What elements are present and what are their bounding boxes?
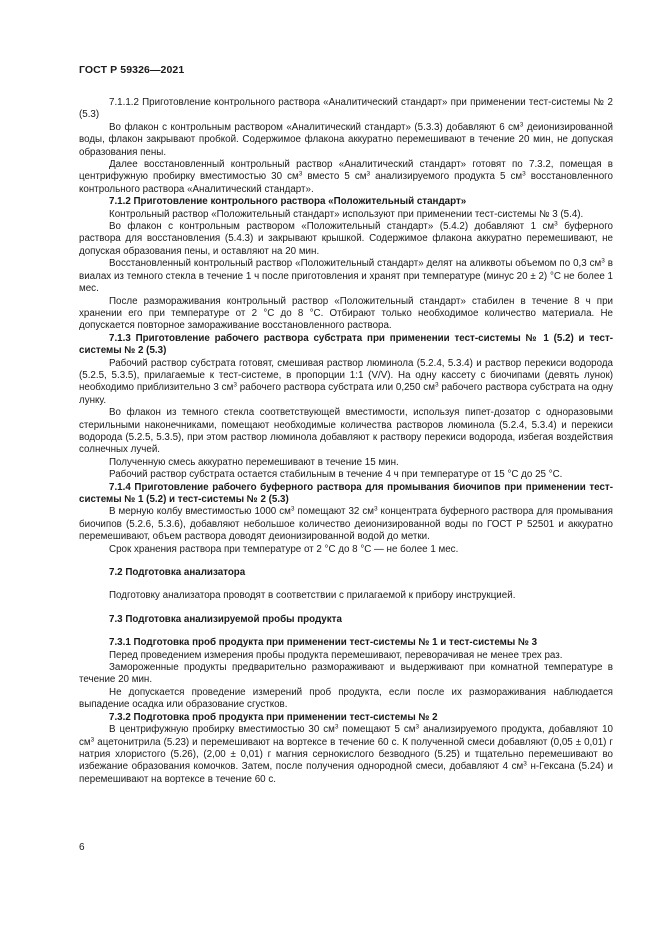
section-heading: 7.3 Подготовка анализируемой пробы продукта — [109, 613, 342, 625]
paragraph: Рабочий раствор субстрата готовят, смешивая раствор люминола (5.2.4, 5.3.4) и раствор перекиси водорода (5.2.5, 5.3.5), прилагаемые к тест-системе, в пропорции 1:1 (V/V). На одну кассету с биочипами (девять лунок) необходимо приблизительно 3 $см^3$ рабочего раствора субстрата или 0,250 $см^3$ рабочего раствора субстрата на одну лунку. — [79, 357, 613, 406]
paragraph: Восстановленный контрольный раствор «Положительный стандарт» делят на аликвоты объемом по 0,3 $см^3$ в виалах из темного стекла в течение 1 ч после приготовления и хранят при температуре (минус 20 ± 2) °С не более 1 мес. — [79, 257, 613, 295]
paragraph: Перед проведением измерения пробы продукта перемешивают, переворачивая не менее трех раз. — [109, 649, 563, 661]
paragraph: Срок хранения раствора при температуре от 2 °С до 8 °С — не более 1 мес. — [109, 543, 459, 555]
paragraph: Полученную смесь аккуратно перемешивают в течение 15 мин. — [109, 456, 399, 468]
paragraph: Подготовку анализатора проводят в соответствии с прилагаемой к прибору инструкцией. — [109, 590, 516, 602]
paragraph-gap — [79, 603, 613, 614]
section-heading: 7.1.3 Приготовление рабочего раствора субстрата при применении тест-системы № 1 (5.2) и тест-системы № 2 (5.3) — [79, 332, 613, 357]
paragraph-gap — [79, 579, 613, 590]
paragraph-gap — [79, 556, 613, 567]
paragraph: После размораживания контрольный раствор «Положительный стандарт» стабилен в течение 8 ч при хранении его при температуре от 2 °С до 8 °С. Отбирают только необходимое количество материала. Не допускается повторное замораживание восстановленного раствора. — [79, 295, 613, 332]
page-number: 6 — [79, 842, 85, 853]
paragraph: Не допускается проведение измерений проб продукта, если после их размораживания наблюдается выпадение осадка или образование сгустков. — [79, 686, 613, 711]
paragraph: Во флакон из темного стекла соответствующей вместимости, используя пипет-дозатор с одноразовыми стерильными наконечниками, помещают необходимые количества растворов люминола (5.2.4, 5.3.4) и перекиси водорода (5.2.5, 5.3.5), при этом раствор люминола добавляют к раствору перекиси водорода, избегая воздействия солнечных лучей. — [79, 407, 613, 456]
section-heading: 7.2 Подготовка анализатора — [109, 567, 246, 579]
paragraph: Замороженные продукты предварительно размораживают и выдерживают при комнатной температуре в течение 20 мин. — [79, 662, 613, 686]
paragraph-gap — [79, 626, 613, 637]
document-header: ГОСТ Р 59326—2021 — [79, 64, 185, 76]
section-heading: 7.1.4 Приготовление рабочего буферного раствора для промывания биочипов при применении тест-системы № 1 (5.2) и тест-системы № 2 (5.3) — [79, 481, 613, 505]
paragraph: Рабочий раствор субстрата остается стабильным в течение 4 ч при температуре от 15 °С до 25 °С. — [109, 469, 563, 481]
section-heading: 7.3.2 Подготовка проб продукта при применении тест-системы № 2 — [109, 711, 438, 723]
document-body — [79, 97, 613, 786]
section-heading: 7.1.2 Приготовление контрольного раствора «Положительный стандарт» — [109, 196, 467, 208]
paragraph: Контрольный раствор «Положительный стандарт» используют при применении тест-системы № 3 (5.4). — [109, 208, 584, 220]
paragraph: В центрифужную пробирку вместимостью 30 $см^3$ помещают 5 $см^3$ анализируемого продукта, добавляют 10 $см^3$ ацетонитрила (5.23) и перемешивают на вортексе в течение 60 с. К полученной смеси добавляют (0,05 ± 0,01) г натрия хлористого (5.26), (2,00 ± 0,01) г магния сернокислого безводного (5.25) и тщательно перемешивают во избежание образования комочков. Затем, после получения однородной смеси, добавляют 4 $см^3$ н-Гексана (5.24) и перемешивают на вортексе в течение 60 с. — [79, 723, 614, 785]
paragraph: 7.1.1.2 Приготовление контрольного раствора «Аналитический стандарт» при применении тест-системы № 2 (5.3) — [79, 97, 613, 121]
paragraph: В мерную колбу вместимостью 1000 $см^3$ помещают 32 $см^3$ концентрата буферного раствора для промывания биочипов (5.2.6, 5.3.6), добавляют небольшое количество деионизированной воды по ГОСТ Р 52501 и аккуратно перемешивают, объем раствора доводят деионизированной водой до метки. — [79, 505, 613, 543]
paragraph: Далее восстановленный контрольный раствор «Аналитический стандарт» готовят по 7.3.2, помещая в центрифужную пробирку вместимостью 30 $см^3$ вместо 5 $см^3$ анализируемого продукта 5 $см^3$ восстановленного контрольного раствора «Аналитический стандарт». — [79, 159, 613, 195]
paragraph: Во флакон с контрольным раствором «Положительный стандарт» (5.4.2) добавляют 1 $см^3$ буферного раствора для восстановления (5.4.3) и закрывают крышкой. Содержимое флакона аккуратно перемешивают, не допуская образования пены, и оставляют на 20 мин. — [79, 220, 614, 257]
paragraph: Во флакон с контрольным раствором «Аналитический стандарт» (5.3.3) добавляют 6 $см^3$ деионизированной воды, флакон закрывают пробкой. Содержимое флакона аккуратно перемешивают в течение 20 мин, не допуская образования пены. — [79, 121, 613, 158]
section-heading: 7.3.1 Подготовка проб продукта при применении тест-системы № 1 и тест-системы № 3 — [109, 637, 538, 649]
